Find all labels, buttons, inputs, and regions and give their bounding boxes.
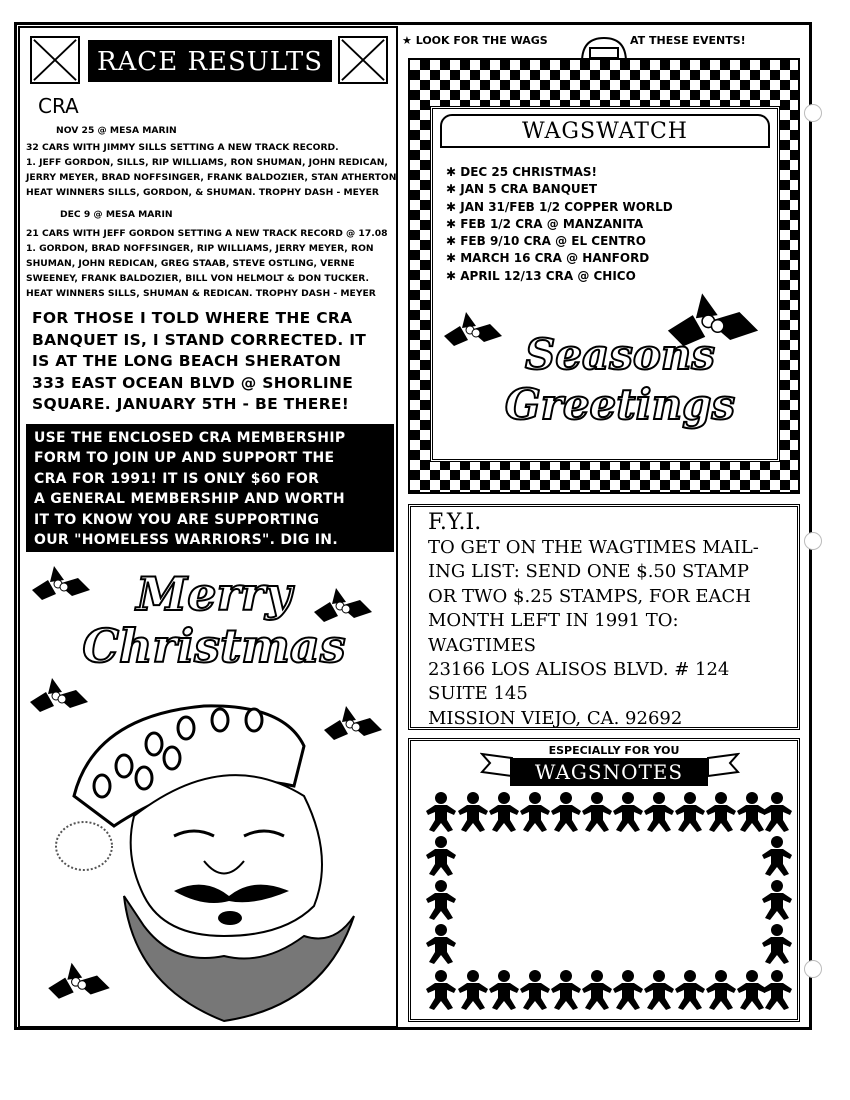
membership-line: OUR "HOMELESS WARRIORS". DIG IN.	[34, 532, 338, 549]
ribbon-right-icon	[706, 750, 740, 780]
merry-christmas-heading	[64, 568, 364, 672]
membership-line: A GENERAL MEMBERSHIP AND WORTH	[34, 491, 345, 508]
fyi-line: WAGTIMES	[428, 634, 536, 656]
event-line: JERRY MEYER, BRAD NOFFSINGER, FRANK BALDOZIER, STAN ATHERTON	[26, 172, 397, 183]
event-text: APRIL 12/13 CRA @ CHICO	[460, 268, 636, 283]
event-text: FEB 9/10 CRA @ EL CENTRO	[460, 234, 646, 249]
gingerbread-column-right	[762, 836, 792, 964]
event-item: ✱ FEB 1/2 CRA @ MANZANITA	[446, 216, 644, 231]
banquet-line: BANQUET IS, I STAND CORRECTED. IT	[32, 330, 367, 349]
event-item: ✱ DEC 25 CHRISTMAS!	[446, 165, 597, 179]
event-item: ✱ JAN 5 CRA BANQUET	[446, 182, 598, 197]
look-for-label-right: AT THESE EVENTS!	[630, 34, 746, 47]
event-line: SWEENEY, FRANK BALDOZIER, BILL VON HELMOLT & DON TUCKER.	[26, 273, 369, 284]
look-for-left: LOOK FOR THE WAGS	[415, 34, 548, 47]
membership-note	[26, 424, 394, 552]
fyi-line: SUITE 145	[428, 683, 528, 705]
event-heading: DEC 9 @ MESA MARIN	[60, 209, 173, 220]
wagsnotes-title: WAGSNOTES	[510, 758, 708, 786]
punch-hole	[804, 104, 822, 122]
wagsnotes-kicker: ESPECIALLY FOR YOU	[548, 744, 680, 757]
x-decoration-icon	[338, 36, 388, 84]
fyi-line: ING LIST: SEND ONE $.50 STAMP	[428, 561, 749, 583]
seasons-line: Seasons	[524, 330, 716, 379]
gingerbread-border	[422, 792, 792, 1014]
event-item: ✱ APRIL 12/13 CRA @ CHICO	[446, 268, 636, 283]
event-item: ✱ FEB 9/10 CRA @ EL CENTRO	[446, 234, 646, 249]
x-decoration-icon	[30, 36, 80, 84]
wagswatch-title: WAGSWATCH	[440, 114, 770, 148]
event-heading: NOV 25 @ MESA MARIN	[56, 125, 177, 136]
seasons-greetings-heading	[470, 330, 770, 430]
event-line: SHUMAN, JOHN REDICAN, GREG STAAB, STEVE OSTLING, VERNE	[26, 258, 355, 269]
membership-line: USE THE ENCLOSED CRA MEMBERSHIP	[34, 430, 346, 446]
event-line: 1. GORDON, BRAD NOFFSINGER, RIP WILLIAMS, JERRY MEYER, RON	[26, 243, 374, 254]
event-list	[446, 164, 673, 285]
banquet-line: IS AT THE LONG BEACH SHERATON	[32, 352, 342, 370]
race-results-title: RACE RESULTS	[88, 40, 332, 82]
event-item: ✱ JAN 31/FEB 1/2 COPPER WORLD	[446, 199, 673, 214]
event-text: FEB 1/2 CRA @ MANZANITA	[460, 216, 644, 231]
fyi-body	[428, 536, 759, 731]
christmas-line: Christmas	[82, 619, 346, 673]
greetings-line: Greetings	[504, 380, 736, 429]
fyi-title: F.Y.I.	[428, 510, 482, 535]
punch-hole	[804, 960, 822, 978]
event-line: 21 CARS WITH JEFF GORDON SETTING A NEW TRACK RECORD @ 17.08	[26, 228, 388, 239]
banquet-line: FOR THOSE I TOLD WHERE THE CRA	[32, 309, 353, 327]
punch-hole	[804, 532, 822, 550]
event-item: ✱ MARCH 16 CRA @ HANFORD	[446, 251, 650, 266]
banquet-line: SQUARE. JANUARY 5TH - BE THERE!	[32, 395, 350, 413]
banquet-note	[32, 308, 366, 416]
banquet-line: 333 EAST OCEAN BLVD @ SHORLINE	[32, 373, 354, 392]
look-for-label: ★ LOOK FOR THE WAGS	[402, 34, 548, 47]
event-text: JAN 31/FEB 1/2 COPPER WORLD	[460, 199, 673, 214]
gingerbread-column-left	[426, 836, 456, 964]
membership-line: CRA FOR 1991! IT IS ONLY $60 FOR	[34, 470, 320, 487]
gingerbread-row-bottom	[426, 970, 792, 1010]
fyi-line: 23166 LOS ALISOS BLVD. # 124	[428, 659, 730, 681]
gingerbread-row-top	[426, 792, 792, 832]
cra-heading: CRA	[38, 94, 79, 118]
fyi-line: MONTH LEFT IN 1991 TO:	[428, 610, 679, 632]
event-text: DEC 25 CHRISTMAS!	[460, 165, 597, 179]
event-line: HEAT WINNERS SILLS, GORDON, & SHUMAN. TROPHY DASH - MEYER	[26, 187, 379, 198]
event-line: 1. JEFF GORDON, SILLS, RIP WILLIAMS, RON SHUMAN, JOHN REDICAN,	[26, 157, 388, 168]
ribbon-left-icon	[480, 750, 514, 780]
merry-line: Merry	[136, 567, 292, 621]
event-line: HEAT WINNERS SILLS, SHUMAN & REDICAN. TROPHY DASH - MEYER	[26, 288, 376, 299]
membership-line: IT TO KNOW YOU ARE SUPPORTING	[34, 511, 320, 528]
fyi-line: OR TWO $.25 STAMPS, FOR EACH	[428, 585, 751, 607]
santa-illustration	[54, 686, 384, 1026]
event-line: 32 CARS WITH JIMMY SILLS SETTING A NEW TRACK RECORD.	[26, 142, 339, 153]
fyi-line: TO GET ON THE WAGTIMES MAIL-	[428, 537, 759, 558]
event-text: JAN 5 CRA BANQUET	[460, 182, 598, 197]
membership-line: FORM TO JOIN UP AND SUPPORT THE	[34, 450, 335, 467]
fyi-line: MISSION VIEJO, CA. 92692	[428, 707, 683, 729]
event-text: MARCH 16 CRA @ HANFORD	[460, 251, 650, 266]
